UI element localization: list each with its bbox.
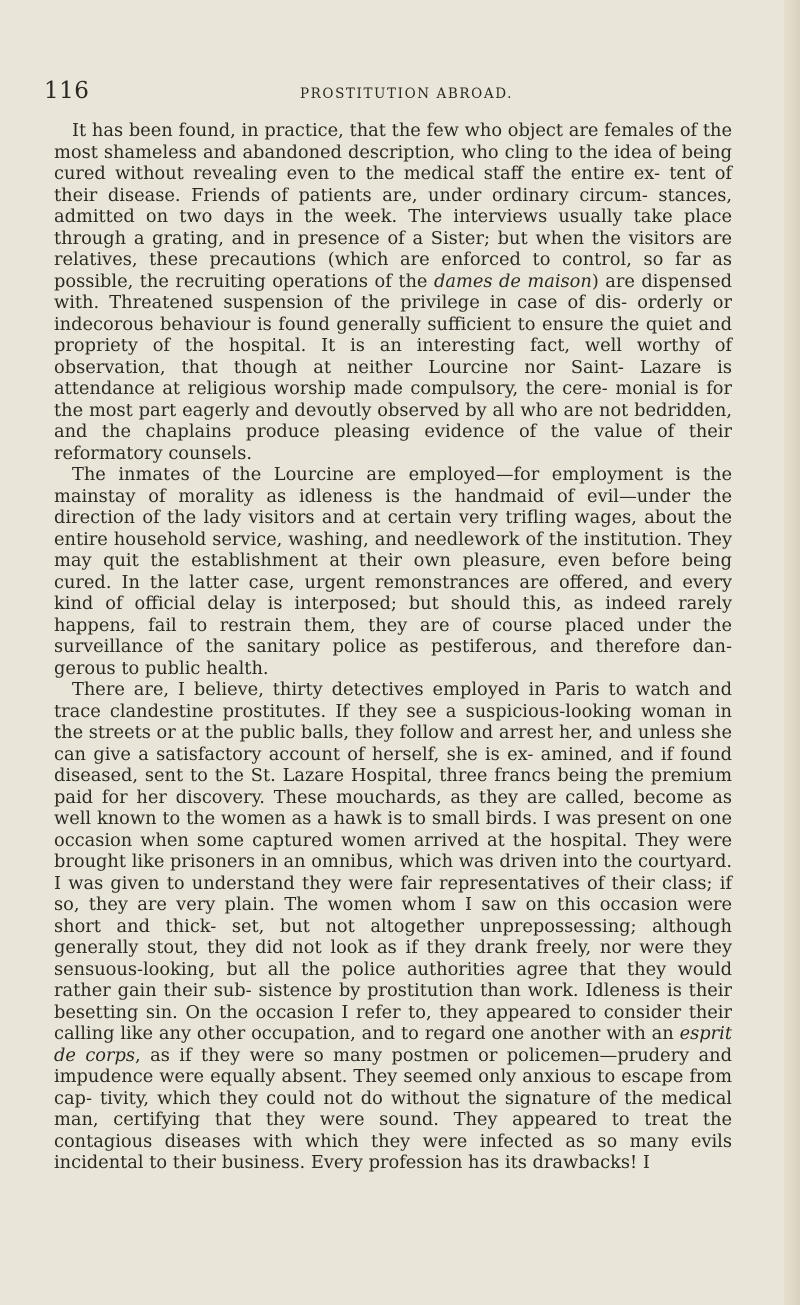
body-text bbox=[54, 120, 732, 1174]
paragraph-detectives bbox=[54, 679, 732, 1174]
italic-phrase: esprit de corps bbox=[54, 1023, 732, 1066]
page-header bbox=[44, 80, 744, 110]
italic-phrase: dames de maison bbox=[433, 270, 592, 292]
page-edge-shadow bbox=[784, 0, 800, 1305]
paragraph-text: It has been found, in practice, that the few who object are females of the most shameless and abandoned description, who cling to the idea of being cured without revealing even to the medical staff the entire ex- tent of their disease. Friends of patients are, under ordinary circum- stances, admitted on two days in the week. The interviews usually take place through a grating, and in presence of a Sister; but when the visitors are relatives, these precautions (which are enforced to control, so far as possible, the recruiting operations of the bbox=[54, 120, 732, 292]
paragraph-text: , as if they were so many postmen or policemen—prudery and impudence were equally absent. They seemed only anxious to escape from cap- tivity, which they could not do without the signature of the medical man, certifying that they were sound. They appeared to treat the contagious diseases with which they were infected as so many evils incidental to their business. Every profession has its drawbacks! I bbox=[54, 1044, 732, 1173]
paragraph-hospital-visits bbox=[54, 120, 732, 464]
running-head: PROSTITUTION ABROAD. bbox=[299, 86, 514, 102]
paragraph-inmates-employment: The inmates of the Lourcine are employed—for employment is the mainstay of morality as idleness is the handmaid of evil—under the direction of the lady visitors and at certain very trifling wages, about the entire household service, washing, and needlework of the institution. They may quit the establishment at their own pleasure, even before being cured. In the latter case, urgent remonstrances are offered, and every kind of official delay is interposed; but should this, as indeed rarely happens, fail to restrain them, they are of course placed under the surveillance of the sanitary police as pestiferous, and therefore dan- gerous to public health. bbox=[54, 464, 732, 679]
page-number: 116 bbox=[44, 78, 90, 104]
paragraph-text: ) are dispensed with. Threatened suspension of the privilege in case of dis- orderly or indecorous behaviour is found generally sufficient to ensure the quiet and propriety of the hospital. It is an interesting fact, well worthy of observation, that though at neither Lourcine nor Saint- Lazare is attendance at religious worship made compulsory, the cere- monial is for the most part eagerly and devoutly observed by all who are not bedridden, and the chaplains produce pleasing evidence of the value of their reformatory counsels. bbox=[54, 270, 732, 464]
paragraph-text: There are, I believe, thirty detectives employed in Paris to watch and trace clandestine prostitutes. If they see a suspicious-looking woman in the streets or at the public balls, they follow and arrest her, and unless she can give a satisfactory account of herself, she is ex- amined, and if found diseased, sent to the St. Lazare Hospital, three francs being the premium paid for her discovery. These mouchards, as they are called, become as well known to the women as a hawk is to small birds. I was present on one occasion when some captured women arrived at the hospital. They were brought like prisoners in an omnibus, which was driven into the courtyard. I was given to understand they were fair representatives of their class; if so, they are very plain. The women whom I saw on this occasion were short and thick- set, but not altogether unprepossessing; although generally stout, they did not look as if they drank freely, nor were they sensuous-looking, but all the police authorities agree that they would rather gain their sub- sistence by prostitution than work. Idleness is their besetting sin. On the occasion I refer to, they appeared to consider their calling like any other occupation, and to regard one another with an bbox=[54, 679, 732, 1044]
